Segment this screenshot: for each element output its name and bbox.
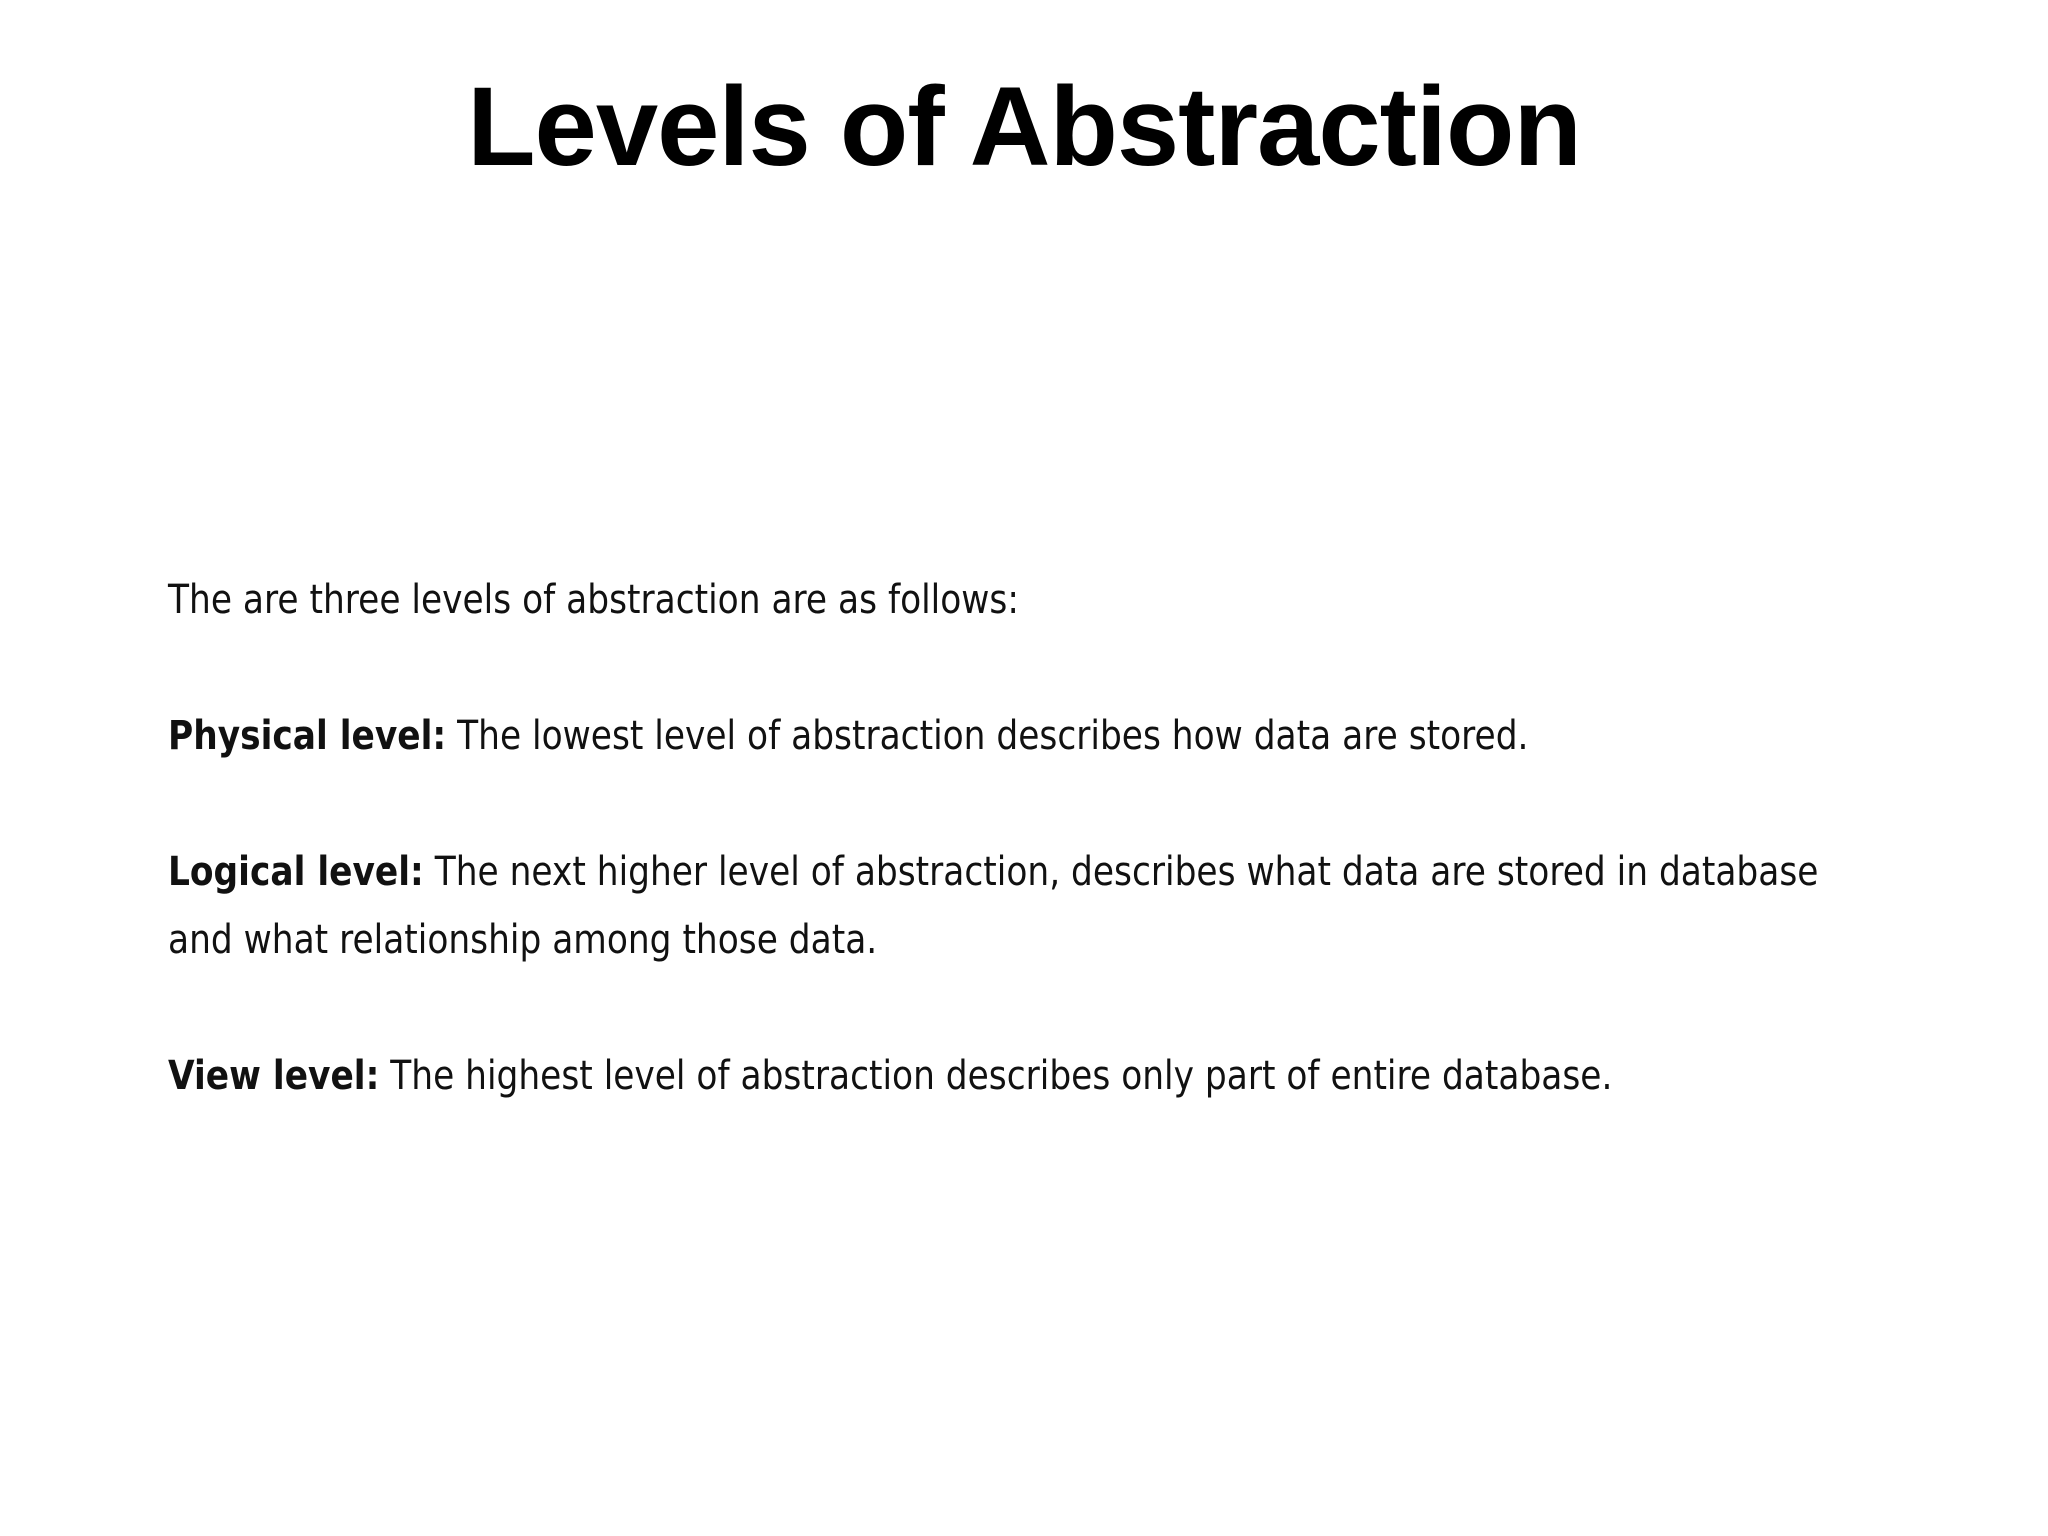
logical-level-description: The next higher level of abstraction, describes what data are stored in database and what relationship among those data. (168, 849, 1819, 963)
physical-level-term: Physical level: (168, 713, 447, 759)
slide-title: Levels of Abstraction (467, 64, 1581, 189)
logical-level-paragraph (168, 838, 1854, 974)
slide-body (168, 566, 1897, 1178)
physical-level-paragraph (168, 702, 1897, 770)
intro-text: The are three levels of abstraction are as follows: (168, 577, 1019, 623)
view-level-paragraph (168, 1042, 1897, 1110)
view-level-term: View level: (168, 1053, 380, 1099)
logical-level-term: Logical level: (168, 849, 424, 895)
view-level-description: The highest level of abstraction describes only part of entire database. (390, 1053, 1613, 1099)
physical-level-description: The lowest level of abstraction describes how data are stored. (457, 713, 1529, 759)
